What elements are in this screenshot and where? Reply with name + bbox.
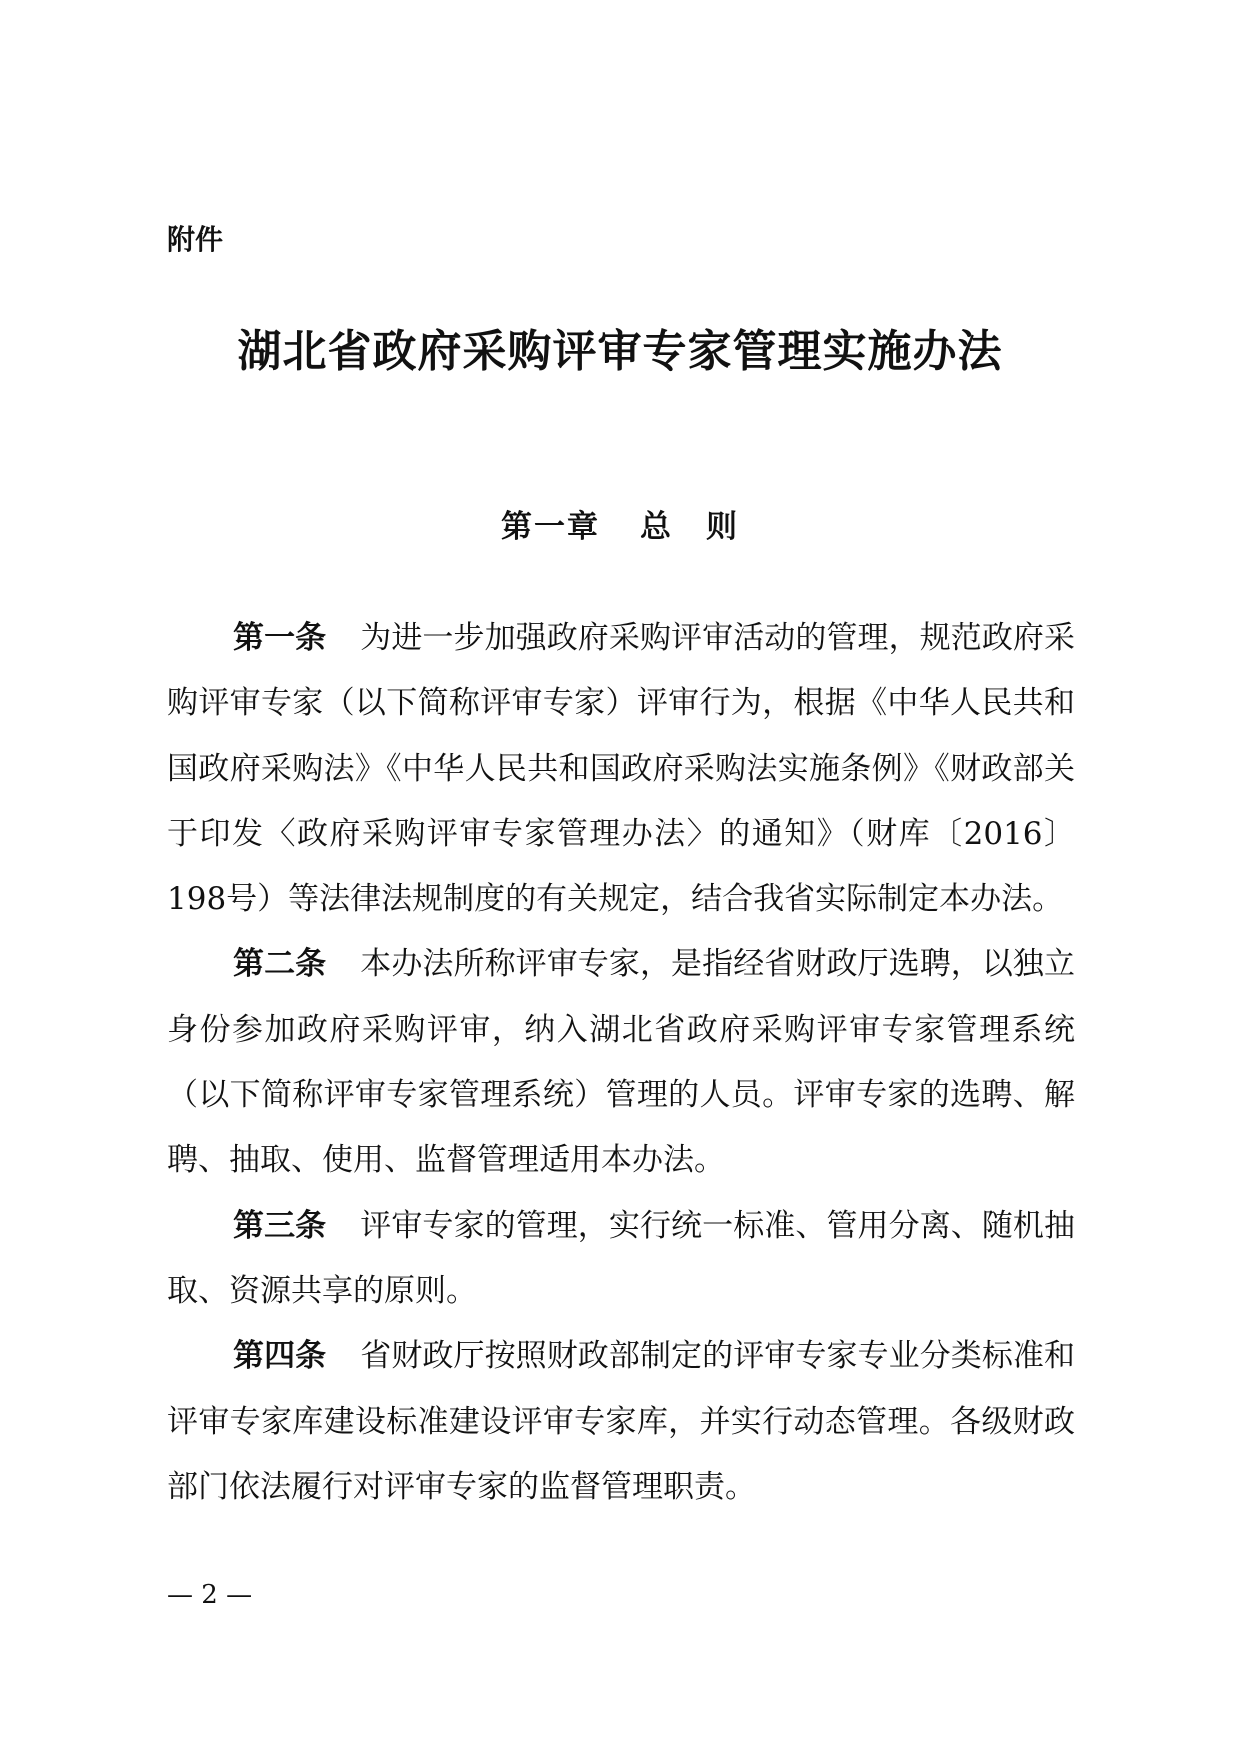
article-number: 第二条 — [233, 946, 327, 983]
chapter-name: 总 则 — [640, 509, 739, 545]
article-text: 省财政厅按照财政部制定的评审专家专业分类标准和评审专家库建设标准建设评审专家库，并实行动态管理。各级财政部门依法履行对评审专家的监督管理职责。 — [167, 1338, 1076, 1505]
article-text: 评审专家的管理，实行统一标准、管用分离、随机抽取、资源共享的原则。 — [167, 1207, 1076, 1309]
document-body — [167, 606, 1075, 1520]
article-number: 第一条 — [233, 620, 327, 656]
article-number: 第三条 — [233, 1207, 327, 1244]
article-3 — [167, 1194, 1075, 1325]
article-2 — [167, 932, 1075, 1193]
article-1 — [167, 606, 1075, 932]
page-number: — 2 — — [167, 1580, 253, 1610]
article-text: 本办法所称评审专家，是指经省财政厅选聘，以独立身份参加政府采购评审，纳入湖北省政府采购评审专家管理系统（以下简称评审专家管理系统）管理的人员。评审专家的选聘、解聘、抽取、使用、监督管理适用本办法。 — [167, 946, 1076, 1179]
article-number: 第四条 — [233, 1338, 327, 1375]
chapter-heading — [0, 505, 1240, 549]
document-title: 湖北省政府采购评审专家管理实施办法 — [237, 326, 1003, 377]
attachment-label: 附件 — [167, 223, 224, 256]
article-text: 为进一步加强政府采购评审活动的管理，规范政府采购评审专家（以下简称评审专家）评审行为，根据《中华人民共和国政府采购法》《中华人民共和国政府采购法实施条例》《财政部关于印发〈政府采购评审专家管理办法〉的通知》（财库〔2016〕198号）等法律法规制度的有关规定，结合我省实际制定本办法。 — [167, 620, 1076, 918]
chapter-number: 第一章 — [501, 509, 600, 545]
article-4 — [167, 1324, 1075, 1520]
